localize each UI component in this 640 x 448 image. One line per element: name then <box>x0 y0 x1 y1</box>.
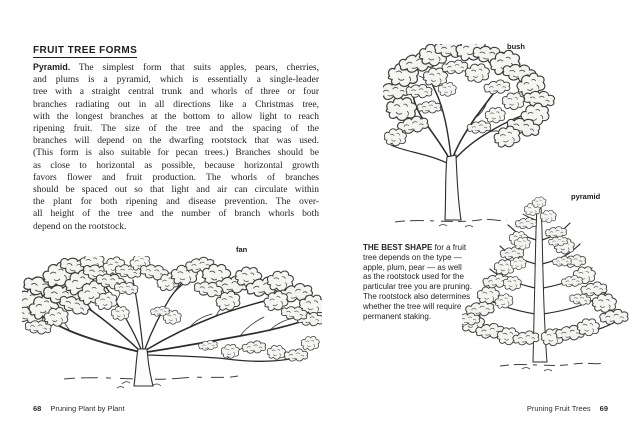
caption-line: permanent staking. <box>363 311 432 321</box>
body-line-first <box>33 61 319 74</box>
fan-foliage <box>22 256 322 362</box>
body-line: (This form is also suitable for pecan trees.) Branches should be <box>33 148 319 159</box>
pyramid-figure-label: pyramid <box>571 192 601 201</box>
footer-left <box>33 404 125 413</box>
footer-right <box>408 404 608 413</box>
caption-line: The rootstock also determines <box>363 291 471 301</box>
pyramid-tree-illustration <box>462 192 640 392</box>
caption-line: apple, plum, pear — as well <box>363 262 462 272</box>
caption-line: whether the tree will require <box>363 301 462 311</box>
body-paragraph <box>33 61 319 233</box>
page-number-left: 68 <box>33 404 42 413</box>
pyramid-foliage <box>462 197 629 347</box>
bush-foliage <box>383 44 555 148</box>
caption-line-first-rest: for a fruit <box>432 243 467 252</box>
caption-line: as the rootstock used for the <box>363 272 464 282</box>
section-heading: FRUIT TREE FORMS <box>33 45 138 56</box>
body-line: and plums is a pyramid, which is essentially a single-leader <box>33 75 319 86</box>
body-line: branches will depend on the dwarfing rootstock that was used. <box>33 136 319 147</box>
fan-figure-label: fan <box>236 245 248 254</box>
running-title-left: Pruning Plant by Plant <box>50 404 125 413</box>
fan-tree-illustration <box>22 256 322 394</box>
caption-line: particular tree you are pruning. <box>363 282 472 292</box>
body-line-first-rest: The simplest form that suits apples, pears, cherries, <box>70 63 319 73</box>
running-title-right: Pruning Fruit Trees <box>526 404 591 413</box>
bush-figure-label: bush <box>507 42 525 51</box>
page-number-right: 69 <box>599 404 608 413</box>
body-line: the plant for both ripening and disease prevention. The over- <box>33 197 319 208</box>
body-line: all height of the tree and the number of branch whorls both <box>33 209 319 220</box>
body-lines <box>33 74 319 233</box>
body-line: should be spaced out so that light and air can circulate within <box>33 185 319 196</box>
body-line: with the longest branches at the bottom to allow light to reach <box>33 111 319 122</box>
body-line: tree with a straight central trunk and whorls of three or four <box>33 87 319 98</box>
bush-trunk <box>445 155 461 220</box>
caption-lead: THE BEST SHAPE <box>363 243 433 252</box>
body-line: ripening fruit. The size of the tree and the spacing of the <box>33 124 319 135</box>
body-line: depend on the rootstock. <box>33 221 127 232</box>
pyramid-ground <box>500 363 604 371</box>
paragraph-lead: Pyramid. <box>33 62 71 72</box>
body-line: favors flower and fruit production. The whorls of branches <box>33 172 319 183</box>
body-line: branches radiating out in all directions like a Christmas tree, <box>33 99 319 110</box>
body-line: as close to horizontal as possible, because horizontal growth <box>33 160 319 171</box>
caption-line: tree depends on the type — <box>363 252 462 262</box>
